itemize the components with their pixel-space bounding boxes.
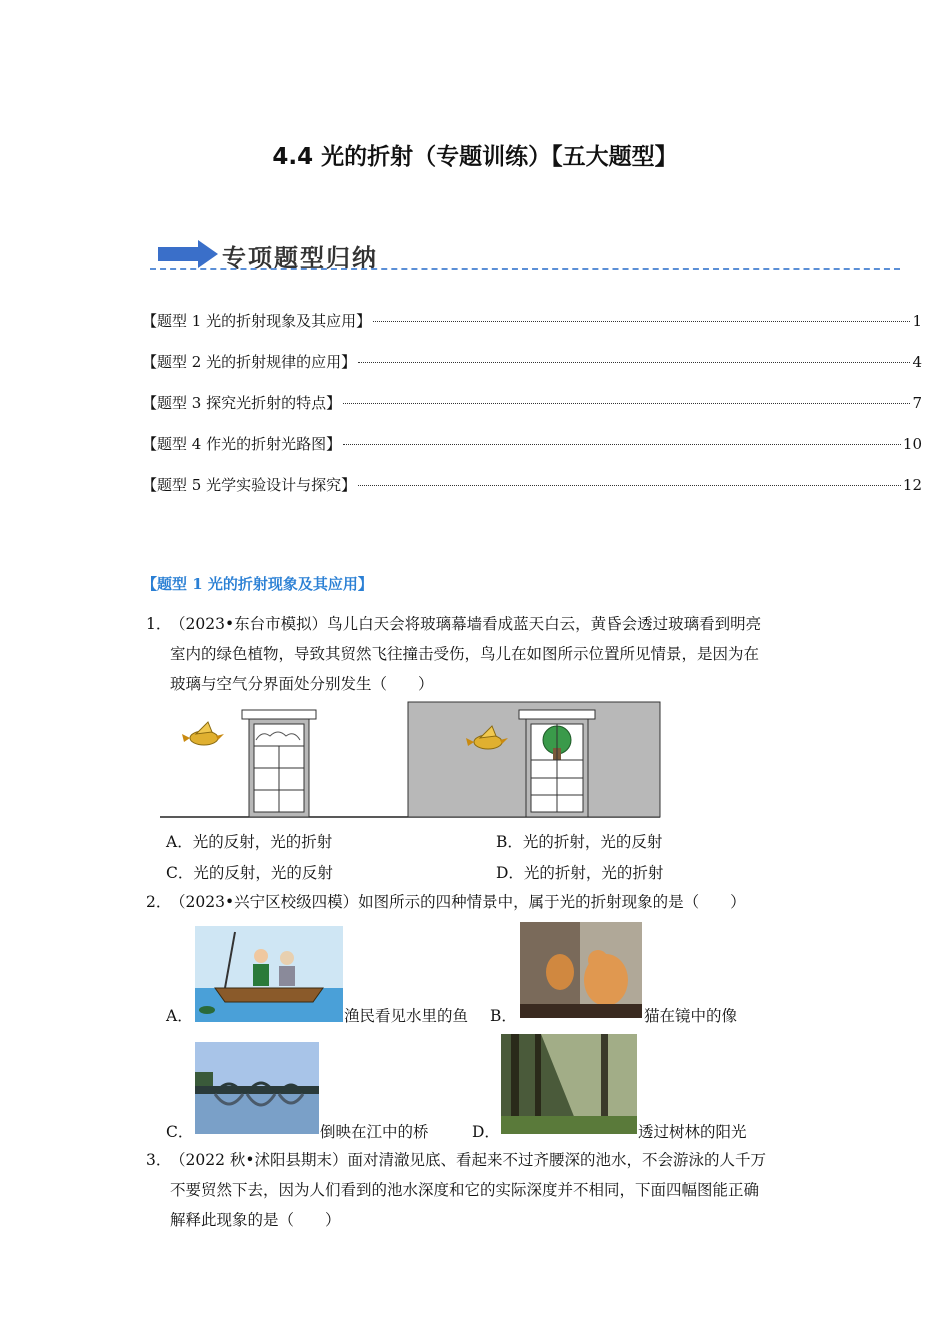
option-b-text: 猫在镜中的像 xyxy=(644,1007,738,1025)
option-c[interactable]: C． xyxy=(166,1123,194,1141)
question-number: 3． xyxy=(146,1151,172,1169)
option-a[interactable]: A． xyxy=(166,1007,193,1025)
toc-page: 1 xyxy=(912,312,922,330)
toc-page: 7 xyxy=(912,394,922,412)
question-text: 不要贸然下去，因为人们看到的池水深度和它的实际深度并不相同，下面四幅图能正确 xyxy=(170,1181,760,1199)
toc-entry[interactable] xyxy=(142,392,922,413)
arrow-icon xyxy=(158,240,220,268)
question-3 xyxy=(146,1145,816,1235)
question-number: 1． xyxy=(146,615,172,633)
option-b[interactable]: B．光的折射，光的反射 xyxy=(496,833,663,851)
toc-page: 10 xyxy=(902,435,922,453)
question-2 xyxy=(146,887,816,917)
toc-entry[interactable] xyxy=(142,310,922,331)
option-c[interactable]: C．光的反射，光的反射 xyxy=(166,864,333,882)
question-text: （2023•兴宁区校级四模）如图所示的四种情景中，属于光的折射现象的是（ ） xyxy=(170,893,746,911)
toc-entry[interactable] xyxy=(142,351,922,372)
fisherman-image xyxy=(195,926,343,1022)
question-text: 室内的绿色植物，导致其贸然飞往撞击受伤，鸟儿在如图所示位置所见情景，是因为在 xyxy=(170,645,760,663)
option-b[interactable]: B． xyxy=(490,1007,517,1025)
question-text: 解释此现象的是（ ） xyxy=(170,1211,341,1229)
toc-label: 【题型 2 光的折射规律的应用】 xyxy=(142,353,357,371)
toc-entry[interactable] xyxy=(142,433,922,454)
option-a-text: 渔民看见水里的鱼 xyxy=(344,1007,469,1025)
bridge-image xyxy=(195,1042,319,1134)
option-d-text: 透过树林的阳光 xyxy=(638,1123,747,1141)
question-1 xyxy=(146,609,816,699)
banner-heading: 专项题型归纳 xyxy=(222,243,378,272)
toc-label: 【题型 5 光学实验设计与探究】 xyxy=(142,476,357,494)
option-d[interactable]: D．光的折射，光的折射 xyxy=(496,864,664,882)
toc-page: 4 xyxy=(912,353,922,371)
option-a[interactable]: A．光的反射，光的折射 xyxy=(166,833,333,851)
option-c-text: 倒映在江中的桥 xyxy=(320,1123,429,1141)
question-text: 玻璃与空气分界面处分别发生（ ） xyxy=(170,675,434,693)
section-heading: 【题型 1 光的折射现象及其应用】 xyxy=(142,575,373,593)
forest-sunlight-image xyxy=(501,1034,637,1134)
toc-label: 【题型 1 光的折射现象及其应用】 xyxy=(142,312,372,330)
toc-label: 【题型 4 作光的折射光路图】 xyxy=(142,435,342,453)
question-number: 2． xyxy=(146,893,172,911)
cat-mirror-image xyxy=(520,922,642,1018)
toc-entry[interactable] xyxy=(142,474,922,495)
banner-divider xyxy=(150,268,900,270)
bird-window-figure xyxy=(160,700,665,822)
toc-page: 12 xyxy=(902,476,922,494)
bird-icon xyxy=(182,722,224,745)
toc-label: 【题型 3 探究光折射的特点】 xyxy=(142,394,342,412)
option-d[interactable]: D． xyxy=(472,1123,500,1141)
question-text: （2023•东台市模拟）鸟儿白天会将玻璃幕墙看成蓝天白云，黄昏会透过玻璃看到明亮 xyxy=(170,615,762,633)
question-text: （2022 秋•沭阳县期末）面对清澈见底、看起来不过齐腰深的池水，不会游泳的人千万 xyxy=(170,1151,767,1169)
page-title: 4.4 光的折射（专题训练）【五大题型】 xyxy=(272,144,678,170)
